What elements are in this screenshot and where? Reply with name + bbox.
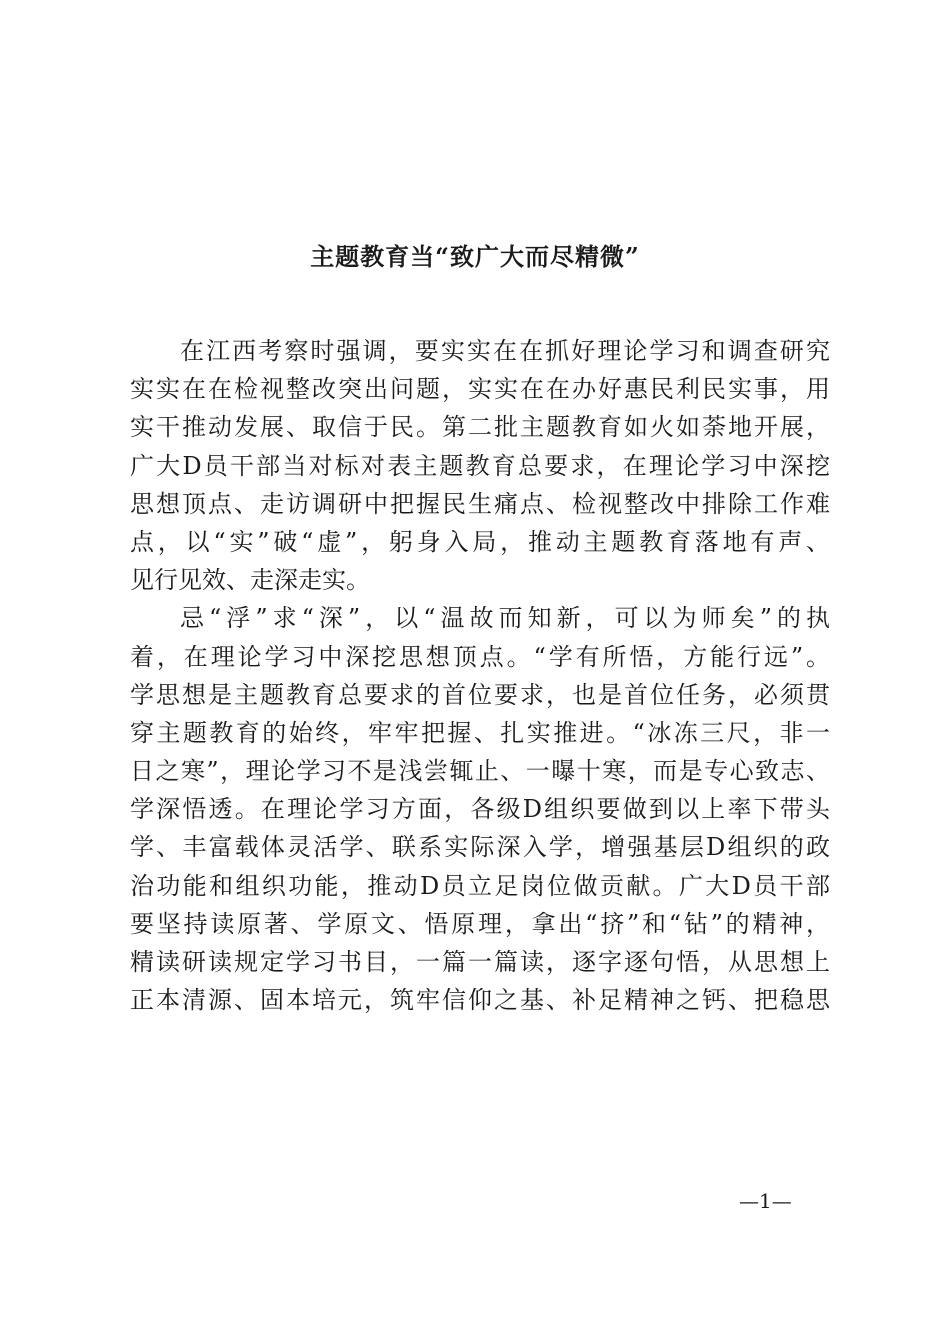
- text-line: 精读研读规定学习书目，一篇一篇读，逐字逐句悟，从思想上: [130, 948, 830, 976]
- text-line: 在江西考察时强调，要实实在在抓好理论学习和调查研究: [180, 337, 830, 365]
- text-line: 穿主题教育的始终，牢牢把握、扎实推进。“冰冻三尺，非一: [130, 718, 830, 747]
- text-line: 实干推动发展、取信于民。第二批主题教育如火如荼地开展，: [130, 413, 830, 442]
- text-line: 学思想是主题教育总要求的首位要求，也是首位任务，必须贯: [130, 680, 830, 709]
- page-number: —1—: [739, 1189, 792, 1213]
- text-line: 点，以“实”破“虚”，躬身入局，推动主题教育落地有声、: [130, 527, 830, 556]
- document-body: [130, 332, 830, 1019]
- text-line: 广大D员干部当对标对表主题教育总要求，在理论学习中深挖: [130, 451, 830, 480]
- document-title: 主题教育当“致广大而尽精微”: [310, 242, 640, 271]
- text-line: 见行见效、走深走实。: [130, 566, 370, 595]
- text-line: 学、丰富载体灵活学、联系实际深入学，增强基层D组织的政: [130, 833, 830, 862]
- text-line: 要坚持读原著、学原文、悟原理，拿出“挤”和“钻”的精神，: [130, 909, 830, 938]
- text-line: 正本清源、固本培元，筑牢信仰之基、补足精神之钙、把稳思: [130, 986, 830, 1015]
- paragraph-1: [130, 332, 830, 599]
- text-line: 实实在在检视整改突出问题，实实在在办好惠民利民实事，用: [130, 375, 830, 404]
- paragraph-2: [130, 599, 830, 1019]
- text-line: 忌“浮”求“深”，以“温故而知新，可以为师矣”的执: [180, 604, 830, 633]
- text-line: 日之寒”，理论学习不是浅尝辄止、一曝十寒，而是专心致志、: [130, 757, 830, 786]
- text-line: 着，在理论学习中深挖思想顶点。“学有所悟，方能行远”。: [130, 642, 830, 671]
- text-line: 思想顶点、走访调研中把握民生痛点、检视整改中排除工作难: [130, 489, 830, 518]
- text-line: 学深悟透。在理论学习方面，各级D组织要做到以上率下带头: [130, 795, 830, 824]
- text-line: 治功能和组织功能，推动D员立足岗位做贡献。广大D员干部: [130, 871, 830, 900]
